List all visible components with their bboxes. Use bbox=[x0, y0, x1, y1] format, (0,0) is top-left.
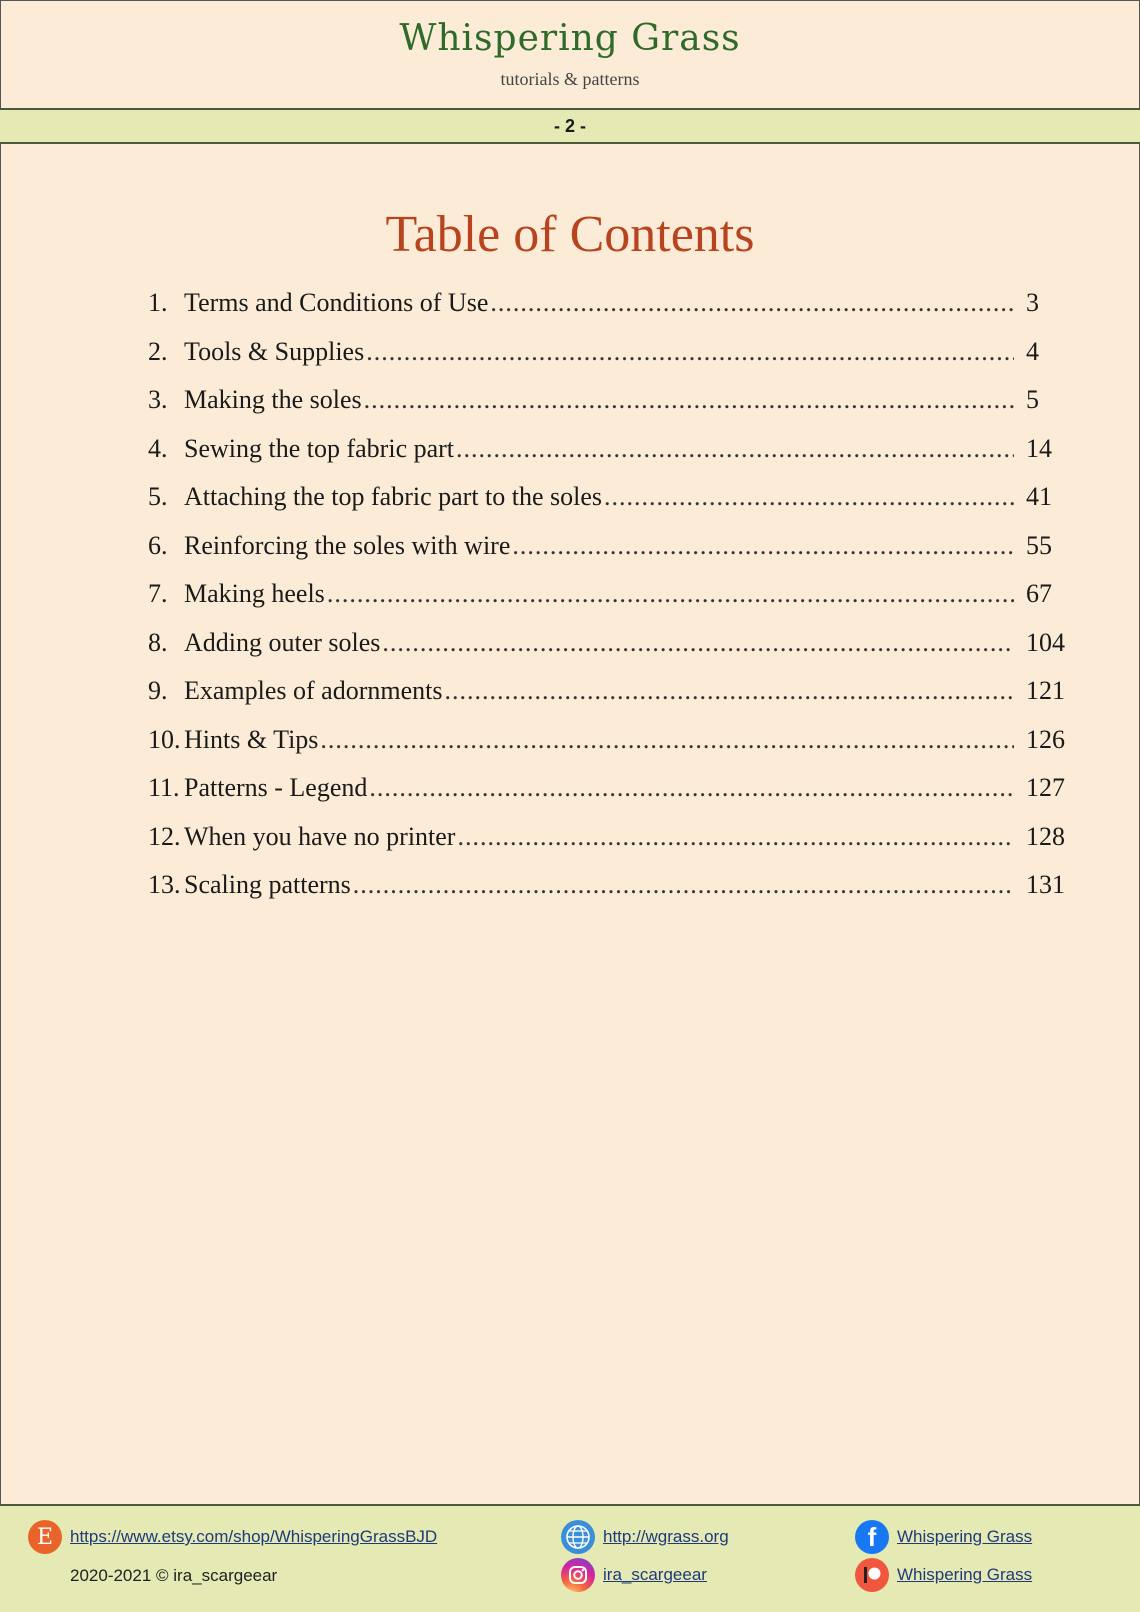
etsy-icon: E bbox=[28, 1520, 62, 1554]
toc-entry[interactable] bbox=[148, 337, 1078, 386]
toc-entry-page: 55 bbox=[1026, 530, 1052, 560]
toc-entry-label: Hints & Tips bbox=[184, 724, 319, 754]
toc-entry[interactable] bbox=[148, 676, 1078, 725]
toc-entry-number: 3. bbox=[148, 385, 168, 414]
toc-entry-number: 6. bbox=[148, 530, 168, 560]
toc-entry-label: Attaching the top fabric part to the soles bbox=[184, 482, 603, 511]
facebook-link-group bbox=[855, 1520, 1032, 1554]
dot-leader bbox=[369, 773, 1014, 803]
toc-entry-label: When you have no printer bbox=[184, 821, 456, 851]
facebook-icon: f bbox=[855, 1520, 889, 1554]
toc-entry-page: 5 bbox=[1026, 385, 1039, 414]
toc-entry[interactable] bbox=[148, 628, 1078, 677]
copyright-group bbox=[70, 1566, 277, 1586]
dot-leader bbox=[490, 288, 1014, 318]
header bbox=[0, 0, 1140, 108]
toc-entry[interactable] bbox=[148, 773, 1078, 822]
instagram-icon bbox=[561, 1558, 595, 1592]
toc-list bbox=[148, 288, 1078, 919]
toc-entry-number: 13. bbox=[148, 870, 181, 899]
toc-entry-number: 11. bbox=[148, 773, 180, 802]
toc-entry-label: Tools & Supplies bbox=[184, 336, 365, 366]
website-link[interactable]: http://wgrass.org bbox=[603, 1527, 729, 1546]
instagram-link[interactable]: ira_scargeear bbox=[603, 1565, 707, 1584]
toc-entry-label: Terms and Conditions of Use bbox=[184, 288, 489, 317]
toc-entry[interactable] bbox=[148, 822, 1078, 871]
toc-entry-number: 7. bbox=[148, 579, 168, 608]
toc-entry-number: 1. bbox=[148, 288, 168, 317]
toc-entry-page: 131 bbox=[1026, 870, 1065, 899]
patreon-link-group bbox=[855, 1558, 1032, 1592]
toc-entry-label: Sewing the top fabric part bbox=[184, 433, 455, 463]
page-number-bar bbox=[0, 108, 1140, 144]
dot-leader bbox=[320, 725, 1014, 755]
toc-entry[interactable] bbox=[148, 870, 1078, 919]
toc-entry-page: 128 bbox=[1026, 821, 1065, 851]
page-number: - 2 - bbox=[553, 116, 586, 136]
toc-entry-number: 8. bbox=[148, 627, 168, 657]
toc-entry-page: 67 bbox=[1026, 579, 1052, 608]
toc-entry-page: 126 bbox=[1026, 724, 1065, 754]
toc-entry-number: 12. bbox=[148, 821, 181, 851]
instagram-link-group bbox=[561, 1558, 707, 1592]
dot-leader bbox=[604, 482, 1014, 512]
brand-tagline: tutorials & patterns bbox=[500, 69, 640, 89]
toc-entry[interactable] bbox=[148, 725, 1078, 774]
toc-entry-number: 4. bbox=[148, 433, 168, 463]
dot-leader bbox=[445, 676, 1015, 706]
page-title: Table of Contents bbox=[385, 206, 755, 263]
patreon-link[interactable]: Whispering Grass bbox=[897, 1565, 1033, 1584]
patreon-icon bbox=[855, 1558, 889, 1592]
toc-entry-label: Scaling patterns bbox=[184, 870, 351, 899]
toc-entry-number: 9. bbox=[148, 676, 168, 705]
toc-entry-label: Patterns - Legend bbox=[184, 773, 368, 802]
dot-leader bbox=[382, 628, 1014, 658]
dot-leader bbox=[512, 531, 1014, 561]
toc-entry-page: 121 bbox=[1026, 676, 1065, 705]
dot-leader bbox=[456, 434, 1014, 464]
toc-entry[interactable] bbox=[148, 434, 1078, 483]
website-link-group bbox=[561, 1520, 729, 1554]
dot-leader bbox=[366, 337, 1014, 367]
copyright-text: 2020-2021 © ira_scargeear bbox=[70, 1566, 278, 1585]
etsy-link-group bbox=[28, 1520, 437, 1554]
footer bbox=[0, 1504, 1140, 1612]
toc-entry-page: 127 bbox=[1026, 773, 1065, 802]
toc-entry[interactable] bbox=[148, 288, 1078, 337]
toc-entry-page: 104 bbox=[1026, 627, 1065, 657]
toc-entry[interactable] bbox=[148, 482, 1078, 531]
toc-entry-page: 4 bbox=[1026, 336, 1039, 366]
toc-entry-label: Reinforcing the soles with wire bbox=[184, 530, 511, 560]
toc-entry-page: 41 bbox=[1026, 482, 1052, 511]
toc-entry-number: 10. bbox=[148, 724, 181, 754]
toc-entry-label: Making the soles bbox=[184, 385, 362, 414]
toc-entry[interactable] bbox=[148, 385, 1078, 434]
toc-entry-number: 2. bbox=[148, 336, 168, 366]
toc-entry-page: 14 bbox=[1026, 433, 1052, 463]
toc-entry-label: Making heels bbox=[184, 579, 325, 608]
facebook-link[interactable]: Whispering Grass bbox=[897, 1527, 1033, 1546]
globe-icon bbox=[561, 1520, 595, 1554]
toc-entry[interactable] bbox=[148, 579, 1078, 628]
toc-entry[interactable] bbox=[148, 531, 1078, 580]
toc-entry-label: Examples of adornments bbox=[184, 676, 443, 705]
dot-leader bbox=[353, 870, 1014, 900]
dot-leader bbox=[457, 822, 1014, 852]
toc-entry-page: 3 bbox=[1026, 288, 1039, 317]
dot-leader bbox=[364, 385, 1014, 415]
toc-entry-label: Adding outer soles bbox=[184, 627, 381, 657]
brand-logo: Whispering Grass bbox=[399, 18, 741, 59]
dot-leader bbox=[327, 579, 1014, 609]
toc-entry-number: 5. bbox=[148, 482, 168, 511]
etsy-link[interactable]: https://www.etsy.com/shop/WhisperingGrassBJD bbox=[70, 1527, 438, 1546]
